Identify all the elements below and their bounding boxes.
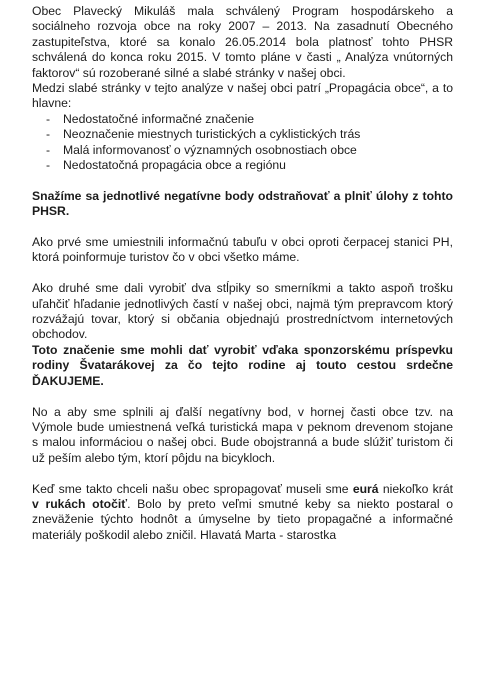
bullet-dash: - xyxy=(46,158,51,173)
closing-signature-text: . Bolo by preto veľmi smutné keby sa niekto postaral o zneväženie týchto hodnôt a úmyselne by tieto propagačné a informačné materiály poškodil alebo zničil. Hlavatá Marta - starostka xyxy=(32,496,453,542)
intro-paragraph: Obec Plavecký Mikuláš mala schválený Program hospodárskeho a sociálneho rozvoja obce na roky 2007 – 2013. Na zasadnutí Obecného zastupiteľstva, ktoré sa konalo 26.05.2014 bola platnosť tohto PHSR schválená do konca roku 2015. V tomto pláne v časti „ Analýza vnútorných faktorov“ sú rozoberané silné a slabé stránky v našej obci. xyxy=(32,4,453,80)
list-item xyxy=(46,127,453,142)
sponsor-thanks: Toto značenie sme mohli dať vyrobiť vďaka sponzorskému príspevku rodiny Švatarákovej za čo tejto rodine aj touto cestou srdečne ĎAKUJEME. xyxy=(32,342,453,388)
bullet-dash: - xyxy=(46,142,51,157)
weak-point-text: Neoznačenie miestnych turistických a cyklistických trás xyxy=(63,127,361,142)
list-item xyxy=(46,112,453,127)
first-step-paragraph: Ako prvé sme umiestnili informačnú tabuľu v obci oproti čerpacej stanici PH, ktorá poinformuje turistov čo v obci všetko máme. xyxy=(32,235,453,265)
bullet-dash: - xyxy=(46,111,51,126)
weak-point-text: Nedostatočné informačné značenie xyxy=(63,111,255,126)
closing-text: Keď sme takto chceli našu obec spropagovať museli sme xyxy=(32,481,353,496)
closing-paragraph xyxy=(32,482,453,544)
closing-text: niekoľko krát xyxy=(378,481,453,496)
closing-bold-text: v rukách otočiť xyxy=(32,496,128,511)
second-step-paragraph: Ako druhé sme dali vyrobiť dva stĺpiky so smerníkmi a takto aspoň trošku uľahčiť hľadanie jednotlivých častí v našej obci, najmä tým prepravcom ktorý rozvážajú tovar, ktorý si občania objednajú prostredníctvom internetových obchodov. xyxy=(32,281,453,342)
weak-points-list xyxy=(32,112,453,174)
list-item xyxy=(46,143,453,158)
weak-point-text: Nedostatočná propagácia obce a regiónu xyxy=(63,158,286,173)
bullet-dash: - xyxy=(46,127,51,142)
weak-points-intro: Medzi slabé stránky v tejto analýze v našej obci patrí „Propagácia obce“, a to hlavne: xyxy=(32,81,453,111)
tourist-map-paragraph: No a aby sme splnili aj ďalší negatívny bod, v hornej časti obce tzv. na Výmole bude umiestnená veľká turistická mapa v peknom drevenom stojane s malou informáciou o našej obci. Bude obojstranná a bude slúžiť turistom či už peším alebo tým, ktorí pôjdu na bicykloch. xyxy=(32,404,453,465)
goal-statement: Snažíme sa jednotlivé negatívne body odstraňovať a plniť úlohy z tohto PHSR. xyxy=(32,188,453,219)
list-item xyxy=(46,158,453,173)
closing-bold-text: eurá xyxy=(352,481,379,496)
weak-point-text: Malá informovanosť o významných osobnostiach obce xyxy=(63,142,357,157)
